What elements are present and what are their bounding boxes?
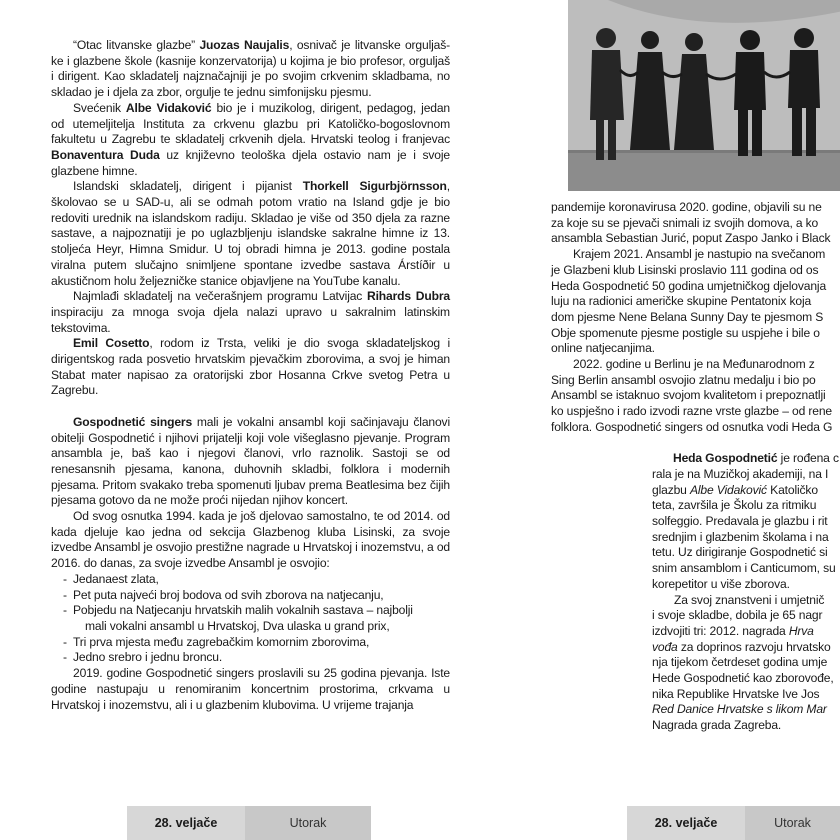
line: Krajem 2021. Ansambl je nastupio na svečanom [573, 247, 826, 262]
text: Islandski skladatelj, dirigent i pijanist [73, 179, 303, 194]
line: Hede Gospodnetić kao zborovođe, [652, 671, 834, 686]
text: glazbu [652, 482, 690, 497]
line [551, 640, 840, 656]
left-page-text [51, 38, 450, 713]
line: Nagrada grada Zagreba. [652, 718, 782, 733]
composer-name: Juozas Naujalis [199, 38, 290, 52]
text: “Otac litvanske glazbe” [73, 38, 200, 52]
text: Katoličko [766, 482, 818, 497]
composer-name: Rihards Dubra [367, 289, 450, 304]
paragraph-sigurbjornsson [51, 179, 450, 289]
line: i svoje skladbe, dobila je 65 nagr [652, 608, 823, 623]
list-item: - Jedno srebro i jednu broncu. [51, 650, 450, 666]
ensemble-photo-illustration [568, 0, 840, 191]
line: pandemije koronavirusa 2020. godine, objavili su ne [551, 200, 822, 214]
composer-name: Albe Vidaković [125, 100, 212, 115]
composer-name: Emil Cosetto [73, 336, 150, 351]
list-item: - Pobjedu na Natjecanju hrvatskih malih vokalnih sastava – najbolji [51, 603, 450, 619]
line: je Glazbeni klub Lisinski proslavio 111 godina od os [551, 262, 819, 277]
line [551, 483, 840, 499]
paragraph-vidakovic [51, 101, 450, 180]
line: solfeggio. Predavala je glazbu i rit [652, 514, 828, 529]
right-page-text [551, 200, 840, 734]
line: Za svoj znanstveni i umjetnič [674, 592, 825, 607]
line: za koje su se pjevači snimali iz svojih domova, a ko [551, 215, 819, 230]
line: online natjecanjima. [551, 341, 655, 356]
line: srednjim i glazbenim školama i na [652, 529, 829, 544]
line: dom pjesme Nene Belana Sunny Day te pjesmom S [551, 309, 824, 324]
line: Obje spomenute pjesme postigle su uspjehe i bile o [551, 325, 820, 340]
line: ko uspješno i rado izvodi razne vrste glazbe – od rene [551, 404, 832, 419]
list-item: mali vokalni ansambl u Hrvatskoj, Dva ulaska u grand prix, [85, 619, 390, 633]
paragraph-naujalis [51, 38, 450, 101]
line: folklora. Gospodnetić singers od osnutka vodi Heda G [551, 419, 833, 434]
line: Heda Gospodnetić 50 godina umjetničkog djelovanja [551, 278, 827, 293]
text: je rođena c [777, 451, 839, 466]
paragraph-founding: Od svog osnutka 1994. kada je još djelovao samostalno, te od 2014. od kada djeluje kao jedna od sekcija Glazbenog kluba Lisinski, za svoje izvedbe Ansambl je osvojio prestižne nagrade u Hrvatskoj i inozemstvu, a od 2016. do danas, za svoje izvedbe Ansambl je osvojio: [51, 509, 450, 571]
text: inspiraciju za mnoga svoja djela nalazi upravo u sakralnim latinskim tekstovima. [51, 304, 450, 335]
conductor-name: Heda Gospodnetić [673, 451, 778, 466]
footer-day: Utorak [245, 806, 371, 840]
line: nika Republike Hrvatske Ive Jos [652, 686, 820, 701]
text: za doprinos razvoju hrvatsko [677, 639, 831, 654]
composer-name: Thorkell Sigurbjörnsson [302, 179, 447, 194]
line: tetu. Uz dirigiranje Gospodnetić si [652, 545, 828, 560]
list-item: - Jedanaest zlata, [51, 572, 450, 588]
composer-name: Bonaventura Duda [51, 147, 160, 162]
footer-date: 28. veljače [127, 806, 245, 840]
line: korepetitor u više zborova. [652, 576, 790, 591]
text: Svećenik [73, 100, 126, 115]
line: ansambla Sebastian Jurić, poput Zaspo Janko i Black [551, 231, 831, 246]
text: Albe Vidaković [689, 482, 767, 497]
list-item: - Pet puta najveći broj bodova od svih zborova na natjecanju, [51, 588, 450, 604]
line: teta, završila je Školu za ritmiku [652, 498, 817, 513]
text: bio je i muzikolog, dirigent, pedagog, jedan od utemeljitelja Instituta za crkvenu glazbu pri Katoličko-bogoslovnom fakultetu u Zagrebu te skladatelj crkvenih djela. Hrvatski teolog i franjevac [51, 100, 450, 147]
line: luju na radionici američke skupine Pentatonix koja [551, 294, 812, 309]
text: mali je vokalni ansambl koji sačinjavaju članovi obitelji Gospodnetić i njihovi prijatelji koji vole višeglasno pjevanje. Program ansambla je, baš kao i njegovi članovi, vrlo raznolik. Sastoji se od renesansnih pjesama, kanona, duhovnih skladbi, folklora i modernih pjesama. Pritom svakako treba spomenuti ljubav prema Beatlesima bez čijih pjesama gotovo da ne može proći nijedan njihov koncert. [51, 414, 450, 508]
ensemble-photo [568, 0, 840, 191]
awards-list [51, 572, 450, 666]
ensemble-name: Gospodnetić singers [73, 414, 193, 429]
line: Sing Berlin ansambl osvojio zlatnu medalju i bio po [551, 372, 816, 387]
paragraph-ensemble [51, 415, 450, 509]
text: uz književno teološka djela ostavio nam je i svoje glazbene himne. [51, 147, 450, 178]
line: Ansambl se istaknuo svojom kvalitetom i prepoznatlji [551, 388, 826, 403]
footer-day: Utorak [745, 806, 840, 840]
text: , rodom iz Trsta, veliki je dio svoga skladateljskog i dirigentskog rada posvetio hrvatskim pjevačkim zborovima, a svoj je himan Stabat mater napisao za oratorijski zbor Hosanna Crkve svetog Petra u Zagrebu. [51, 336, 451, 398]
text: Hrva [788, 623, 814, 638]
text: Red Danice Hrvatske s likom Mar [652, 702, 827, 717]
line [551, 624, 840, 640]
text: , osnivač je litvanske orgulјaš-ke i glazbene škole (kasnije konzervatorija) u kojima je bio profesor, orguljaš i dirigent. Kao skladatelj najznačajniji je po svojim crkvenim skladbama, no skladao je i djela za zbor, orgulje te jednu simfonijsku pjesmu. [51, 38, 450, 100]
line: rala je na Muzičkoj akademiji, na I [652, 466, 829, 481]
line [551, 702, 840, 718]
line: snim ansamblom i Canticumom, su [652, 561, 836, 576]
line [551, 451, 840, 467]
line: 2022. godine u Berlinu je na Međunarodnom z [573, 357, 815, 372]
footer-date: 28. veljače [627, 806, 745, 840]
list-item: - Tri prva mjesta među zagrebačkim komornim zborovima, [51, 635, 450, 651]
paragraph-anniversary: 2019. godine Gospodnetić singers proslavili su 25 godina pjevanja. Iste godine nastupaju u renomiranim koncertnim prostorima, crkvama u Hrvatskoj i inozemstvu, ali i u glazbenim klubovima. U vrijeme trajanja [51, 666, 450, 712]
text: , školovao se u SAD-u, ali se odmah potom vratio na Island gdje je bio redoviti urednik na islandskom radiju. Skladao je više od 350 djela za razne sastave, a najpoznatiji je po uglazbljenju islandske sakralne himne iz 13. stoljeća Heyr, Himna Smidur. U toj obradi himna je 2013. godine postala viralna putem slučajno snimljene spontane izvedbe sastava Árstíðir u akustičnom holu željezničke stanice objavljene na YouTube kanalu. [51, 179, 450, 288]
text: izdvojiti tri: 2012. nagrada [652, 623, 789, 638]
paragraph-dubra [51, 289, 450, 336]
text: vođa [652, 639, 678, 654]
paragraph-cosetto [51, 336, 450, 399]
text: Najmlađi skladatelj na večerašnjem programu Latvijac [73, 289, 368, 304]
line: nja tijekom četrdeset godina umje [652, 655, 828, 670]
